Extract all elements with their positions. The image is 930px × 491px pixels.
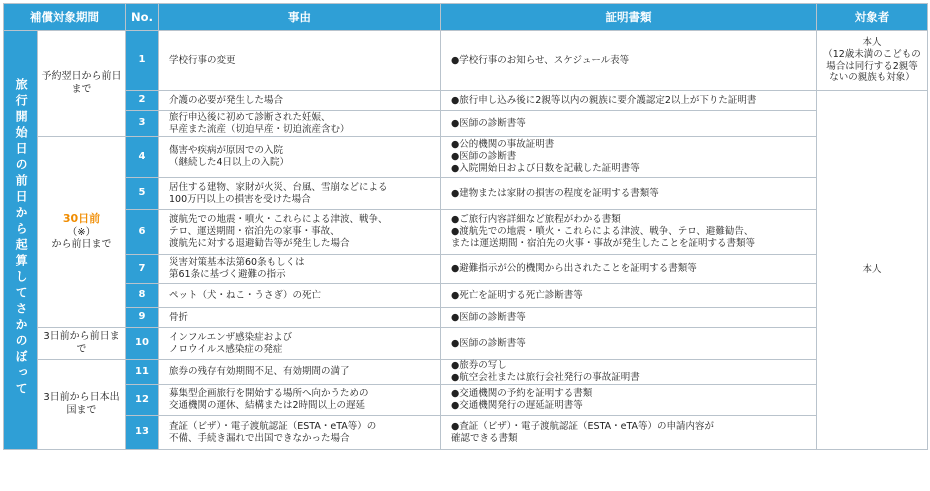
target-line: （12歳未満のこどもの (823, 48, 921, 60)
period-cell (38, 137, 126, 328)
certificate-cell (441, 178, 817, 210)
target-line: ないの親族も対象） (829, 72, 915, 84)
row-number: 2 (126, 91, 159, 111)
header-period: 補償対象期間 (4, 4, 126, 31)
header-cert: 証明書類 (441, 4, 817, 31)
period-text: 予約翌日から前日まで (41, 71, 122, 95)
period-note-mark: （※） (67, 226, 96, 238)
table-row (4, 416, 928, 450)
header-row (4, 4, 928, 31)
table-row (4, 111, 928, 137)
reason-line: 不備、手続き漏れで出国できなかった場合 (169, 432, 350, 444)
certificate-cell (441, 255, 817, 284)
certificate-line: ●渡航先での地震・噴火・これらによる津波、戦争、テロ、避難勧告、 (451, 226, 754, 238)
table-row (4, 255, 928, 284)
row-number: 13 (126, 416, 159, 450)
row-number: 7 (126, 255, 159, 284)
reason-cell (159, 178, 441, 210)
row-number: 5 (126, 178, 159, 210)
reason-line: インフルエンザ感染症および (169, 331, 293, 343)
reason-cell (159, 328, 441, 360)
certificate-cell (441, 111, 817, 137)
row-number: 6 (126, 210, 159, 255)
table-row (4, 360, 928, 385)
row-number: 3 (126, 111, 159, 137)
reason-cell (159, 255, 441, 284)
reason-cell (159, 416, 441, 450)
certificate-line: 確認できる書類 (451, 432, 518, 444)
side-period-label (4, 31, 38, 450)
certificate-line: ●航空会社または旅行会社発行の事故証明書 (451, 372, 640, 383)
certificate-line: ●入院開始日および日数を記載した証明書等 (451, 162, 640, 174)
target-cell (817, 91, 928, 450)
reason-line: 交通機関の運休、結構または2時間以上の遅延 (169, 400, 366, 411)
table-row (4, 308, 928, 328)
certificate-line: ●避難指示が公的機関から出されたことを証明する書類等 (451, 263, 697, 275)
table-row (4, 284, 928, 308)
reason-line: 早産また流産（切迫早産・切迫流産含む） (169, 123, 350, 135)
period-cell (38, 328, 126, 360)
reason-line: 介護の必要が発生した場合 (169, 94, 284, 106)
period-text: から前日まで (51, 239, 112, 251)
header-no: No. (126, 4, 159, 31)
table-row (4, 385, 928, 416)
target-line: 場合は同行する2親等 (826, 60, 918, 72)
row-number: 12 (126, 385, 159, 416)
reason-cell (159, 308, 441, 328)
header-target: 対象者 (817, 4, 928, 31)
row-number: 10 (126, 328, 159, 360)
certificate-line: ●医師の診断書等 (451, 117, 526, 129)
reason-line: 査証（ビザ）・電子渡航認証（ESTA・eTA等）の (169, 420, 377, 432)
reason-cell (159, 284, 441, 308)
period-highlight: 30日前 (62, 212, 101, 226)
certificate-cell (441, 31, 817, 91)
period-line (40, 212, 123, 239)
reason-line: 居住する建物、家財が火災、台風、雪崩などによる (169, 181, 388, 193)
certificate-line: ●旅行申し込み後に2親等以内の親族に要介護認定2以上が下りた証明書 (451, 94, 757, 106)
period-cell (38, 31, 126, 137)
certificate-line: または運送期間・宿泊先の火事・事故が発生したことを証明する書類等 (451, 237, 756, 249)
table-row (4, 137, 928, 178)
certificate-line: ●旅券の写し (451, 360, 507, 372)
certificate-line: ●ご旅行内容詳細など旅程がわかる書類 (451, 214, 621, 226)
reason-cell (159, 111, 441, 137)
header-reason: 事由 (159, 4, 441, 31)
reason-line: 渡航先に対する退避勧告等が発生した場合 (169, 237, 350, 249)
period-text: 3日前から前日まで (43, 331, 120, 355)
reason-line: 募集型企画旅行を開始する場所へ向かうための (169, 388, 369, 400)
reason-cell (159, 210, 441, 255)
reason-cell (159, 137, 441, 178)
row-number: 1 (126, 31, 159, 91)
reason-line: 災害対策基本法第60条もしくは (169, 257, 305, 269)
target-cell (817, 31, 928, 91)
certificate-cell (441, 385, 817, 416)
reason-cell (159, 360, 441, 385)
certificate-line: ●死亡を証明する死亡診断書等 (451, 289, 583, 301)
period-text: 3日前から日本出国まで (43, 392, 120, 416)
certificate-cell (441, 137, 817, 178)
reason-cell (159, 385, 441, 416)
certificate-cell (441, 328, 817, 360)
certificate-line: ●学校行事のお知らせ、スケジュール表等 (451, 54, 630, 66)
reason-line: 学校行事の変更 (169, 54, 236, 66)
certificate-line: ●交通機関の予約を証明する書類 (451, 388, 593, 400)
table-row (4, 91, 928, 111)
table-row (4, 178, 928, 210)
reason-line: （継続した4日以上の入院） (169, 157, 290, 168)
table-row (4, 328, 928, 360)
coverage-table (3, 3, 928, 450)
reason-cell (159, 31, 441, 91)
reason-line: テロ、運送期間・宿泊先の家事・事故、 (169, 226, 340, 238)
reason-line: 渡航先での地震・噴火・これらによる津波、戦争、 (169, 214, 388, 226)
reason-line: ペット（犬・ねこ・うさぎ）の死亡 (169, 289, 322, 301)
certificate-line: ●医師の診断書等 (451, 311, 526, 323)
certificate-cell (441, 284, 817, 308)
certificate-line: ●建物または家財の損害の程度を証明する書類等 (451, 187, 659, 199)
certificate-cell (441, 91, 817, 111)
reason-line: ノロウイルス感染症の発症 (169, 343, 283, 355)
certificate-cell (441, 416, 817, 450)
table-row (4, 210, 928, 255)
reason-line: 傷害や疾病が原因での入院 (169, 145, 284, 157)
row-number: 8 (126, 284, 159, 308)
side-period-text: 旅行開始日の前日から起算してさかのぼって (14, 78, 29, 398)
period-cell (38, 360, 126, 450)
reason-cell (159, 91, 441, 111)
certificate-cell (441, 210, 817, 255)
certificate-line: ●公的機関の事故証明書 (451, 139, 555, 151)
certificate-cell (441, 360, 817, 385)
certificate-cell (441, 308, 817, 328)
target-line: 本人 (862, 264, 882, 276)
reason-line: 旅券の残存有効期間不足、有効期間の満了 (169, 366, 350, 378)
certificate-line: ●査証（ビザ）・電子渡航認証（ESTA・eTA等）の申請内容が (451, 420, 715, 432)
reason-line: 旅行申込後に初めて診断された妊娠、 (169, 111, 331, 123)
table-row (4, 31, 928, 91)
row-number: 4 (126, 137, 159, 178)
reason-line: 骨折 (169, 311, 189, 323)
certificate-line: ●交通機関発行の遅延証明書等 (451, 400, 583, 411)
certificate-line: ●医師の診断書等 (451, 337, 526, 349)
reason-line: 第61条に基づく避難の指示 (169, 269, 286, 280)
row-number: 9 (126, 308, 159, 328)
target-line: 本人 (862, 36, 882, 48)
row-number: 11 (126, 360, 159, 385)
certificate-line: ●医師の診断書 (451, 151, 517, 163)
reason-line: 100万円以上の損害を受けた場合 (169, 193, 311, 205)
